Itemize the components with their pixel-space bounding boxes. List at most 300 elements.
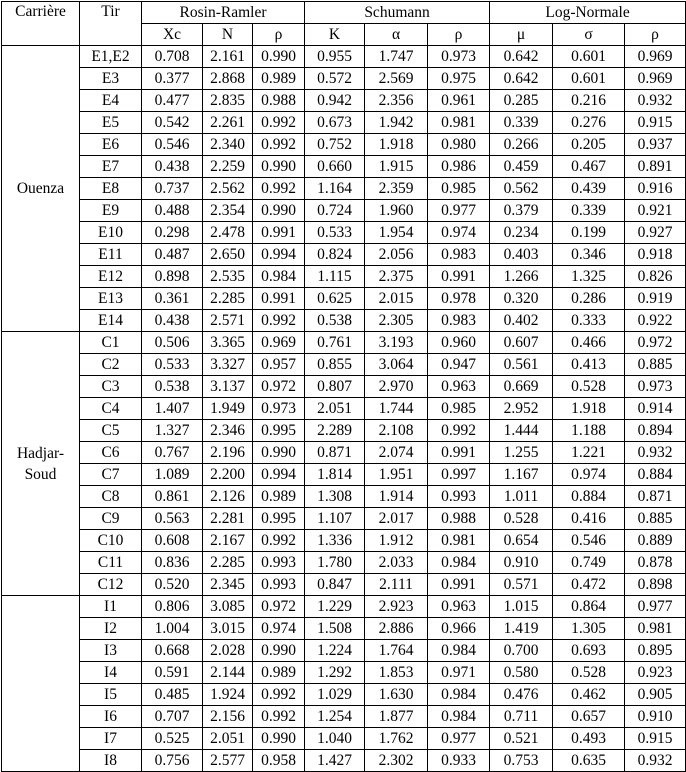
value-cell: 0.824 <box>305 244 365 266</box>
value-cell: 0.488 <box>142 200 203 222</box>
value-cell: 0.836 <box>142 552 203 574</box>
value-cell: 0.988 <box>253 90 305 112</box>
value-cell: 1.266 <box>490 266 553 288</box>
value-cell: 1.015 <box>490 596 553 618</box>
value-cell: 0.528 <box>553 376 625 398</box>
tir-cell: E6 <box>80 134 142 156</box>
value-cell: 0.472 <box>553 574 625 596</box>
value-cell: 0.905 <box>625 684 686 706</box>
value-cell: 1.914 <box>365 486 428 508</box>
value-cell: 0.533 <box>305 222 365 244</box>
tir-cell: C1 <box>80 332 142 354</box>
header-mu: μ <box>490 24 553 46</box>
value-cell: 0.981 <box>428 112 490 134</box>
value-cell: 0.955 <box>305 46 365 68</box>
value-cell: 1.949 <box>203 398 253 420</box>
value-cell: 0.767 <box>142 442 203 464</box>
tir-cell: I1 <box>80 596 142 618</box>
value-cell: 0.984 <box>253 266 305 288</box>
value-cell: 0.989 <box>253 68 305 90</box>
value-cell: 1.325 <box>553 266 625 288</box>
value-cell: 2.051 <box>305 398 365 420</box>
value-cell: 1.115 <box>305 266 365 288</box>
value-cell: 0.542 <box>142 112 203 134</box>
value-cell: 0.997 <box>428 464 490 486</box>
value-cell: 3.365 <box>203 332 253 354</box>
value-cell: 1.254 <box>305 706 365 728</box>
value-cell: 2.569 <box>365 68 428 90</box>
value-cell: 0.572 <box>305 68 365 90</box>
tir-cell: C4 <box>80 398 142 420</box>
header-rho-lognormal: ρ <box>625 24 686 46</box>
value-cell: 0.707 <box>142 706 203 728</box>
value-cell: 1.327 <box>142 420 203 442</box>
value-cell: 2.868 <box>203 68 253 90</box>
value-cell: 0.923 <box>625 662 686 684</box>
value-cell: 1.915 <box>365 156 428 178</box>
value-cell: 0.932 <box>625 442 686 464</box>
value-cell: 2.535 <box>203 266 253 288</box>
header-k: K <box>305 24 365 46</box>
value-cell: 0.864 <box>553 596 625 618</box>
value-cell: 0.990 <box>253 46 305 68</box>
value-cell: 0.992 <box>253 112 305 134</box>
value-cell: 0.974 <box>253 618 305 640</box>
value-cell: 0.916 <box>625 178 686 200</box>
value-cell: 0.985 <box>428 178 490 200</box>
value-cell: 0.972 <box>253 376 305 398</box>
value-cell: 0.885 <box>625 508 686 530</box>
value-cell: 0.918 <box>625 244 686 266</box>
value-cell: 0.992 <box>253 530 305 552</box>
value-cell: 3.085 <box>203 596 253 618</box>
value-cell: 0.921 <box>625 200 686 222</box>
value-cell: 0.493 <box>553 728 625 750</box>
value-cell: 1.040 <box>305 728 365 750</box>
value-cell: 1.229 <box>305 596 365 618</box>
value-cell: 0.466 <box>553 332 625 354</box>
value-cell: 0.990 <box>253 200 305 222</box>
tir-cell: E9 <box>80 200 142 222</box>
tir-cell: E14 <box>80 310 142 332</box>
value-cell: 1.630 <box>365 684 428 706</box>
value-cell: 0.981 <box>625 618 686 640</box>
value-cell: 0.989 <box>253 662 305 684</box>
table-row <box>2 200 686 222</box>
value-cell: 0.807 <box>305 376 365 398</box>
value-cell: 1.762 <box>365 728 428 750</box>
header-xc: Xc <box>142 24 203 46</box>
value-cell: 0.806 <box>142 596 203 618</box>
value-cell: 0.562 <box>490 178 553 200</box>
value-cell: 0.994 <box>253 244 305 266</box>
tir-cell: C8 <box>80 486 142 508</box>
value-cell: 2.346 <box>203 420 253 442</box>
tir-cell: I4 <box>80 662 142 684</box>
value-cell: 0.625 <box>305 288 365 310</box>
value-cell: 0.339 <box>553 200 625 222</box>
table-row <box>2 552 686 574</box>
value-cell: 2.126 <box>203 486 253 508</box>
tir-cell: E3 <box>80 68 142 90</box>
table-row <box>2 376 686 398</box>
value-cell: 0.580 <box>490 662 553 684</box>
value-cell: 2.111 <box>365 574 428 596</box>
value-cell: 2.033 <box>365 552 428 574</box>
header-sigma: σ <box>553 24 625 46</box>
value-cell: 0.761 <box>305 332 365 354</box>
value-cell: 0.608 <box>142 530 203 552</box>
value-cell: 2.356 <box>365 90 428 112</box>
table-row <box>2 398 686 420</box>
value-cell: 0.528 <box>490 508 553 530</box>
value-cell: 0.467 <box>553 156 625 178</box>
value-cell: 0.885 <box>625 354 686 376</box>
value-cell: 0.915 <box>625 112 686 134</box>
value-cell: 0.942 <box>305 90 365 112</box>
value-cell: 1.089 <box>142 464 203 486</box>
table-row <box>2 574 686 596</box>
value-cell: 0.932 <box>625 750 686 772</box>
value-cell: 2.577 <box>203 750 253 772</box>
value-cell: 0.749 <box>553 552 625 574</box>
value-cell: 2.289 <box>305 420 365 442</box>
value-cell: 0.932 <box>625 90 686 112</box>
value-cell: 0.972 <box>625 332 686 354</box>
value-cell: 2.200 <box>203 464 253 486</box>
value-cell: 1.918 <box>553 398 625 420</box>
table-row <box>2 464 686 486</box>
value-cell: 0.216 <box>553 90 625 112</box>
value-cell: 0.957 <box>253 354 305 376</box>
value-cell: 0.991 <box>428 442 490 464</box>
table-row <box>2 750 686 772</box>
value-cell: 0.898 <box>625 574 686 596</box>
value-cell: 0.971 <box>428 662 490 684</box>
value-cell: 1.427 <box>305 750 365 772</box>
value-cell: 0.298 <box>142 222 203 244</box>
table-row <box>2 354 686 376</box>
value-cell: 0.413 <box>553 354 625 376</box>
value-cell: 0.403 <box>490 244 553 266</box>
value-cell: 0.937 <box>625 134 686 156</box>
value-cell: 0.669 <box>490 376 553 398</box>
value-cell: 0.990 <box>253 156 305 178</box>
value-cell: 0.591 <box>142 662 203 684</box>
table-row <box>2 68 686 90</box>
table-row <box>2 332 686 354</box>
quarry-name-cell: Ouenza <box>2 46 80 332</box>
value-cell: 0.983 <box>428 310 490 332</box>
value-cell: 0.520 <box>142 574 203 596</box>
value-cell: 0.991 <box>428 266 490 288</box>
value-cell: 3.015 <box>203 618 253 640</box>
value-cell: 0.711 <box>490 706 553 728</box>
tir-cell: E8 <box>80 178 142 200</box>
value-cell: 0.462 <box>553 684 625 706</box>
table-header <box>2 2 686 46</box>
value-cell: 1.853 <box>365 662 428 684</box>
table-row <box>2 706 686 728</box>
tir-cell: E13 <box>80 288 142 310</box>
table-row <box>2 442 686 464</box>
value-cell: 0.989 <box>253 486 305 508</box>
table-row <box>2 46 686 68</box>
table-row <box>2 178 686 200</box>
value-cell: 0.947 <box>428 354 490 376</box>
value-cell: 0.995 <box>253 420 305 442</box>
value-cell: 0.205 <box>553 134 625 156</box>
value-cell: 0.973 <box>253 398 305 420</box>
header-row-groups <box>2 2 686 24</box>
value-cell: 0.978 <box>428 288 490 310</box>
value-cell: 1.004 <box>142 618 203 640</box>
tir-cell: C11 <box>80 552 142 574</box>
tir-cell: E12 <box>80 266 142 288</box>
value-cell: 1.255 <box>490 442 553 464</box>
value-cell: 0.752 <box>305 134 365 156</box>
value-cell: 0.991 <box>253 222 305 244</box>
value-cell: 0.654 <box>490 530 553 552</box>
value-cell: 2.345 <box>203 574 253 596</box>
value-cell: 2.285 <box>203 288 253 310</box>
table-row <box>2 112 686 134</box>
table-row <box>2 508 686 530</box>
value-cell: 0.266 <box>490 134 553 156</box>
value-cell: 0.995 <box>253 508 305 530</box>
value-cell: 0.476 <box>490 684 553 706</box>
value-cell: 0.485 <box>142 684 203 706</box>
value-cell: 0.234 <box>490 222 553 244</box>
value-cell: 2.285 <box>203 552 253 574</box>
table-row <box>2 684 686 706</box>
value-cell: 0.285 <box>490 90 553 112</box>
value-cell: 2.571 <box>203 310 253 332</box>
value-cell: 1.924 <box>203 684 253 706</box>
value-cell: 2.051 <box>203 728 253 750</box>
value-cell: 0.969 <box>625 46 686 68</box>
value-cell: 0.546 <box>553 530 625 552</box>
value-cell: 0.657 <box>553 706 625 728</box>
quarry-name-cell: Hadjar-Soud <box>2 332 80 596</box>
tir-cell: I7 <box>80 728 142 750</box>
value-cell: 0.506 <box>142 332 203 354</box>
value-cell: 0.985 <box>428 398 490 420</box>
value-cell: 0.276 <box>553 112 625 134</box>
value-cell: 0.871 <box>625 486 686 508</box>
table-row <box>2 90 686 112</box>
value-cell: 0.379 <box>490 200 553 222</box>
value-cell: 2.017 <box>365 508 428 530</box>
value-cell: 0.894 <box>625 420 686 442</box>
tir-cell: I5 <box>80 684 142 706</box>
value-cell: 0.438 <box>142 310 203 332</box>
value-cell: 0.977 <box>625 596 686 618</box>
tir-cell: I6 <box>80 706 142 728</box>
value-cell: 0.561 <box>490 354 553 376</box>
header-alpha: α <box>365 24 428 46</box>
value-cell: 0.984 <box>428 706 490 728</box>
value-cell: 0.673 <box>305 112 365 134</box>
value-cell: 0.898 <box>142 266 203 288</box>
value-cell: 1.444 <box>490 420 553 442</box>
value-cell: 0.986 <box>428 156 490 178</box>
value-cell: 1.780 <box>305 552 365 574</box>
value-cell: 3.327 <box>203 354 253 376</box>
value-cell: 1.305 <box>553 618 625 640</box>
tir-cell: C12 <box>80 574 142 596</box>
value-cell: 0.992 <box>253 310 305 332</box>
value-cell: 3.137 <box>203 376 253 398</box>
value-cell: 1.814 <box>305 464 365 486</box>
quarry-name-cell <box>2 596 80 772</box>
value-cell: 0.642 <box>490 68 553 90</box>
value-cell: 1.951 <box>365 464 428 486</box>
value-cell: 0.533 <box>142 354 203 376</box>
value-cell: 0.525 <box>142 728 203 750</box>
value-cell: 0.826 <box>625 266 686 288</box>
value-cell: 0.668 <box>142 640 203 662</box>
value-cell: 0.990 <box>253 640 305 662</box>
header-rho-schumann: ρ <box>428 24 490 46</box>
value-cell: 0.974 <box>428 222 490 244</box>
value-cell: 0.992 <box>253 684 305 706</box>
value-cell: 2.161 <box>203 46 253 68</box>
value-cell: 0.910 <box>625 706 686 728</box>
value-cell: 0.988 <box>428 508 490 530</box>
value-cell: 0.992 <box>253 134 305 156</box>
value-cell: 2.108 <box>365 420 428 442</box>
value-cell: 0.521 <box>490 728 553 750</box>
value-cell: 0.528 <box>553 662 625 684</box>
value-cell: 2.144 <box>203 662 253 684</box>
value-cell: 2.478 <box>203 222 253 244</box>
value-cell: 0.973 <box>625 376 686 398</box>
value-cell: 0.438 <box>142 156 203 178</box>
value-cell: 0.991 <box>428 574 490 596</box>
value-cell: 2.952 <box>490 398 553 420</box>
tir-cell: C6 <box>80 442 142 464</box>
value-cell: 0.402 <box>490 310 553 332</box>
value-cell: 0.538 <box>142 376 203 398</box>
value-cell: 2.259 <box>203 156 253 178</box>
tir-cell: C3 <box>80 376 142 398</box>
table-row <box>2 310 686 332</box>
value-cell: 0.910 <box>490 552 553 574</box>
value-cell: 1.508 <box>305 618 365 640</box>
value-cell: 0.884 <box>625 464 686 486</box>
value-cell: 3.193 <box>365 332 428 354</box>
fragmentation-parameters-table <box>1 1 686 772</box>
value-cell: 2.562 <box>203 178 253 200</box>
value-cell: 2.302 <box>365 750 428 772</box>
value-cell: 0.377 <box>142 68 203 90</box>
value-cell: 2.056 <box>365 244 428 266</box>
tir-cell: C9 <box>80 508 142 530</box>
value-cell: 0.993 <box>428 486 490 508</box>
value-cell: 0.933 <box>428 750 490 772</box>
value-cell: 0.861 <box>142 486 203 508</box>
value-cell: 0.607 <box>490 332 553 354</box>
value-cell: 0.546 <box>142 134 203 156</box>
value-cell: 0.991 <box>253 288 305 310</box>
value-cell: 1.419 <box>490 618 553 640</box>
value-cell: 0.439 <box>553 178 625 200</box>
value-cell: 0.878 <box>625 552 686 574</box>
value-cell: 0.563 <box>142 508 203 530</box>
value-cell: 2.835 <box>203 90 253 112</box>
table-row <box>2 662 686 684</box>
value-cell: 0.919 <box>625 288 686 310</box>
table-row <box>2 486 686 508</box>
value-cell: 2.156 <box>203 706 253 728</box>
value-cell: 0.891 <box>625 156 686 178</box>
value-cell: 0.333 <box>553 310 625 332</box>
header-carriere: Carrière <box>2 2 80 46</box>
value-cell: 1.764 <box>365 640 428 662</box>
header-group-log-normale: Log-Normale <box>490 2 686 24</box>
header-n: N <box>203 24 253 46</box>
tir-cell: C10 <box>80 530 142 552</box>
value-cell: 0.984 <box>428 552 490 574</box>
value-cell: 0.459 <box>490 156 553 178</box>
table-row <box>2 288 686 310</box>
table-row <box>2 618 686 640</box>
value-cell: 1.336 <box>305 530 365 552</box>
value-cell: 0.972 <box>253 596 305 618</box>
value-cell: 1.224 <box>305 640 365 662</box>
value-cell: 0.884 <box>553 486 625 508</box>
value-cell: 0.990 <box>253 442 305 464</box>
value-cell: 0.889 <box>625 530 686 552</box>
value-cell: 0.958 <box>253 750 305 772</box>
value-cell: 0.601 <box>553 68 625 90</box>
tir-cell: I3 <box>80 640 142 662</box>
tir-cell: E1,E2 <box>80 46 142 68</box>
value-cell: 0.915 <box>625 728 686 750</box>
tir-cell: C7 <box>80 464 142 486</box>
value-cell: 2.281 <box>203 508 253 530</box>
tir-cell: I2 <box>80 618 142 640</box>
header-tir: Tir <box>80 2 142 46</box>
value-cell: 2.354 <box>203 200 253 222</box>
value-cell: 0.914 <box>625 398 686 420</box>
table-row <box>2 244 686 266</box>
value-cell: 2.015 <box>365 288 428 310</box>
value-cell: 0.984 <box>428 640 490 662</box>
value-cell: 0.963 <box>428 596 490 618</box>
value-cell: 0.977 <box>428 200 490 222</box>
value-cell: 0.975 <box>428 68 490 90</box>
value-cell: 1.107 <box>305 508 365 530</box>
value-cell: 2.886 <box>365 618 428 640</box>
value-cell: 0.922 <box>625 310 686 332</box>
value-cell: 2.340 <box>203 134 253 156</box>
value-cell: 0.993 <box>253 552 305 574</box>
value-cell: 1.747 <box>365 46 428 68</box>
value-cell: 0.635 <box>553 750 625 772</box>
value-cell: 1.912 <box>365 530 428 552</box>
value-cell: 0.977 <box>428 728 490 750</box>
value-cell: 1.221 <box>553 442 625 464</box>
value-cell: 0.895 <box>625 640 686 662</box>
value-cell: 0.980 <box>428 134 490 156</box>
value-cell: 1.942 <box>365 112 428 134</box>
tir-cell: E10 <box>80 222 142 244</box>
tir-cell: E11 <box>80 244 142 266</box>
value-cell: 0.753 <box>490 750 553 772</box>
table-row <box>2 596 686 618</box>
